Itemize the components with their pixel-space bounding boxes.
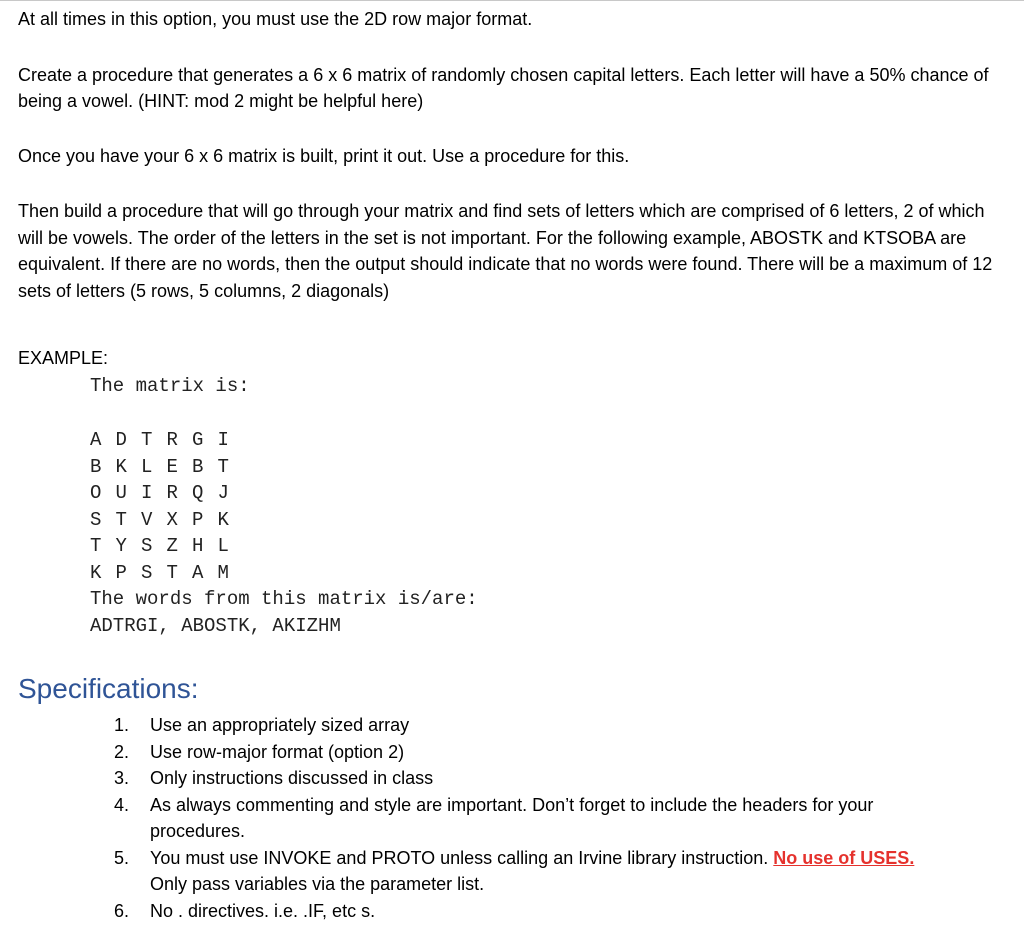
spec-number: 5. xyxy=(114,847,130,868)
matrix-cell: P xyxy=(192,508,204,531)
matrix-cell: K xyxy=(115,455,127,478)
document-body xyxy=(18,6,1008,924)
matrix-row xyxy=(90,560,1008,587)
matrix-intro: The matrix is: xyxy=(90,375,250,397)
matrix-cell: J xyxy=(217,482,229,504)
spec-text xyxy=(150,845,930,898)
paragraph-print-matrix: Once you have your 6 x 6 matrix is built, print it out. Use a procedure for this. xyxy=(18,145,630,166)
spec-text: Use an appropriately sized array xyxy=(150,715,410,735)
matrix-cell: B xyxy=(192,455,204,478)
top-rule xyxy=(0,0,1024,1)
matrix-cell: A xyxy=(90,429,102,451)
matrix-row xyxy=(90,507,1008,534)
spec-text: Only instructions discussed in class xyxy=(150,768,434,788)
paragraph-row-major: At all times in this option, you must use the 2D row major format. xyxy=(18,9,533,29)
matrix-cell: B xyxy=(90,455,102,478)
matrix-cell: U xyxy=(115,482,127,504)
matrix-row xyxy=(90,533,1008,560)
matrix-cell: X xyxy=(166,508,178,531)
matrix-cell: K xyxy=(90,561,102,584)
paragraph-find-sets: Then build a procedure that will go through your matrix and find sets of letters which are comprised of 6 letters, 2 of which will be vowels. The order of the letters in the set is not important. For the following example, ABOSTK and KTSOBA are equivalent. If there are no words, then the output should indicate that no words were found. There will be a maximum of 12 sets of letters (5 rows, 5 columns, 2 diagonals) xyxy=(18,201,993,301)
spec-item xyxy=(18,739,1008,766)
spec-item xyxy=(18,792,1008,845)
spec-text-before: You must use INVOKE and PROTO unless calling an Irvine library instruction. xyxy=(150,847,774,868)
matrix-row xyxy=(90,480,1008,507)
matrix-cell: T xyxy=(166,561,178,584)
matrix-cell: T xyxy=(141,429,153,451)
matrix-cell: R xyxy=(166,482,178,504)
example-matrix xyxy=(90,427,1008,586)
matrix-cell: L xyxy=(141,455,153,478)
matrix-row xyxy=(90,427,1008,454)
matrix-cell: S xyxy=(141,561,153,584)
matrix-cell: Y xyxy=(115,535,127,557)
words-list: ADTRGI, ABOSTK, AKIZHM xyxy=(90,615,341,637)
matrix-cell: D xyxy=(115,429,127,451)
spec-number: 3. xyxy=(114,768,130,788)
matrix-cell: H xyxy=(192,535,204,557)
matrix-cell: L xyxy=(217,535,229,557)
spec-number: 4. xyxy=(114,794,130,815)
matrix-cell: I xyxy=(141,482,153,504)
matrix-cell: K xyxy=(217,508,229,531)
matrix-cell: T xyxy=(217,455,229,478)
matrix-row xyxy=(90,454,1008,481)
spec-number: 2. xyxy=(114,741,130,762)
matrix-cell: O xyxy=(90,482,102,504)
matrix-cell: S xyxy=(90,508,102,531)
spec-text-after: Only pass variables via the parameter list. xyxy=(150,874,485,894)
spec-text: Use row-major format (option 2) xyxy=(150,741,405,762)
matrix-cell: Q xyxy=(192,482,204,504)
specifications-list xyxy=(18,712,1008,924)
matrix-cell: G xyxy=(192,429,204,451)
spec-number: 1. xyxy=(114,715,130,735)
matrix-cell: I xyxy=(217,429,229,451)
spec-text: As always commenting and style are important. Don’t forget to include the headers for your procedures. xyxy=(150,794,874,841)
specifications-heading: Specifications: xyxy=(18,673,199,704)
matrix-cell: V xyxy=(141,508,153,531)
spec-text: No . directives. i.e. .IF, etc s. xyxy=(150,900,376,921)
matrix-cell: S xyxy=(141,535,153,557)
matrix-cell: Z xyxy=(166,535,178,557)
matrix-cell: T xyxy=(115,508,127,531)
matrix-cell: A xyxy=(192,561,204,584)
matrix-cell: T xyxy=(90,535,102,557)
matrix-cell: E xyxy=(166,455,178,478)
matrix-cell: P xyxy=(115,561,127,584)
spec-item xyxy=(18,845,1008,898)
spec-item xyxy=(18,712,1008,739)
spec-item xyxy=(18,765,1008,792)
matrix-cell: R xyxy=(166,429,178,451)
spec-item xyxy=(18,898,1008,925)
example-label: EXAMPLE: xyxy=(18,348,109,368)
matrix-cell: M xyxy=(217,561,229,584)
words-label: The words from this matrix is/are: xyxy=(90,588,478,610)
no-uses-warning: No use of USES. xyxy=(773,847,915,868)
spec-number: 6. xyxy=(114,900,130,921)
paragraph-create-matrix: Create a procedure that generates a 6 x 6 matrix of randomly chosen capital letters. Each letter will have a 50% chance of being a vowel. (HINT: mod 2 might be helpful here) xyxy=(18,64,989,111)
